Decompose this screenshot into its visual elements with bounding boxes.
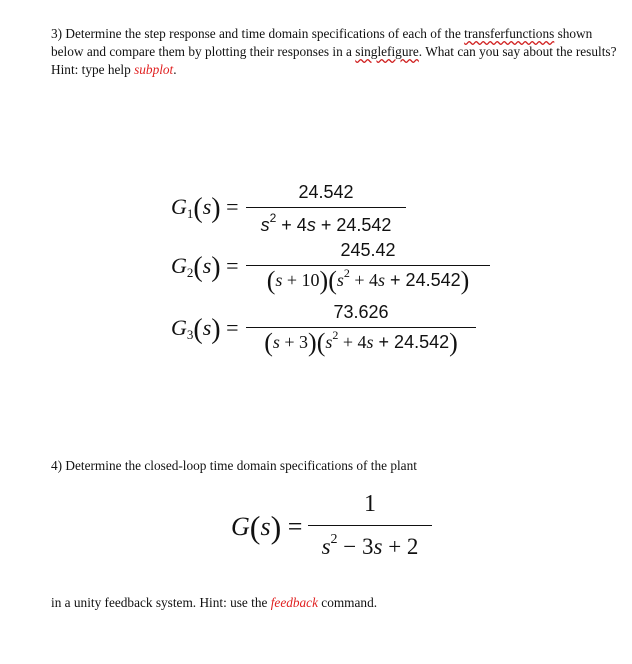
equation-g2-denominator: $(s + 10)(s^2 + 4s + 24.542)$: [266, 266, 470, 295]
problem-4-footer-end: command.: [317, 595, 378, 610]
equation-plant-lhs: G(s) =: [231, 509, 303, 545]
equation-g1-fraction-bar: [246, 207, 406, 208]
problem-3-period: .: [173, 62, 177, 77]
equation-g1-numerator: 24.542: [298, 182, 354, 202]
equation-g3-denominator: $(s + 3)(s^2 + 4s + 24.542)$: [264, 328, 458, 357]
problem-3-hint: . What can you say about the results? Hint: type help: [51, 44, 617, 77]
problem-4-footer: [51, 594, 619, 612]
hint-command-feedback: feedback: [270, 595, 318, 610]
hint-command-subplot: subplot: [134, 62, 174, 77]
equation-g2-lhs: $G_2(s)$ =: [171, 252, 239, 283]
spellcheck-word-transferfunctions: transferfunctions: [464, 26, 555, 41]
equation-g3-numerator: 73.626: [333, 302, 389, 322]
spellcheck-word-singlefigure: singlefigure: [355, 44, 419, 59]
equation-plant-numerator: 1: [364, 491, 376, 517]
equation-plant-fraction-bar: [308, 525, 432, 526]
problem-3-text: [51, 25, 619, 79]
problem-3-intro: 3) Determine the step response and time domain specifications of each of the: [51, 26, 465, 41]
problem-4-text: 4) Determine the closed-loop time domain specifications of the plant: [51, 458, 417, 473]
equation-plant-denominator: $s^2 - 3s + 2$: [321, 532, 419, 559]
equation-g1-denominator: $s^2 + 4s + 24.542$: [260, 211, 392, 235]
equation-g1-lhs: $G_1(s)$ =: [171, 193, 239, 224]
problem-3-mid: shown below and compare them by plotting their responses in a: [51, 26, 593, 59]
equation-g3-lhs: $G_3(s)$ =: [171, 314, 239, 345]
equation-g2-numerator: 245.42: [340, 240, 396, 260]
problem-4-footer-text: in a unity feedback system. Hint: use the: [51, 595, 271, 610]
